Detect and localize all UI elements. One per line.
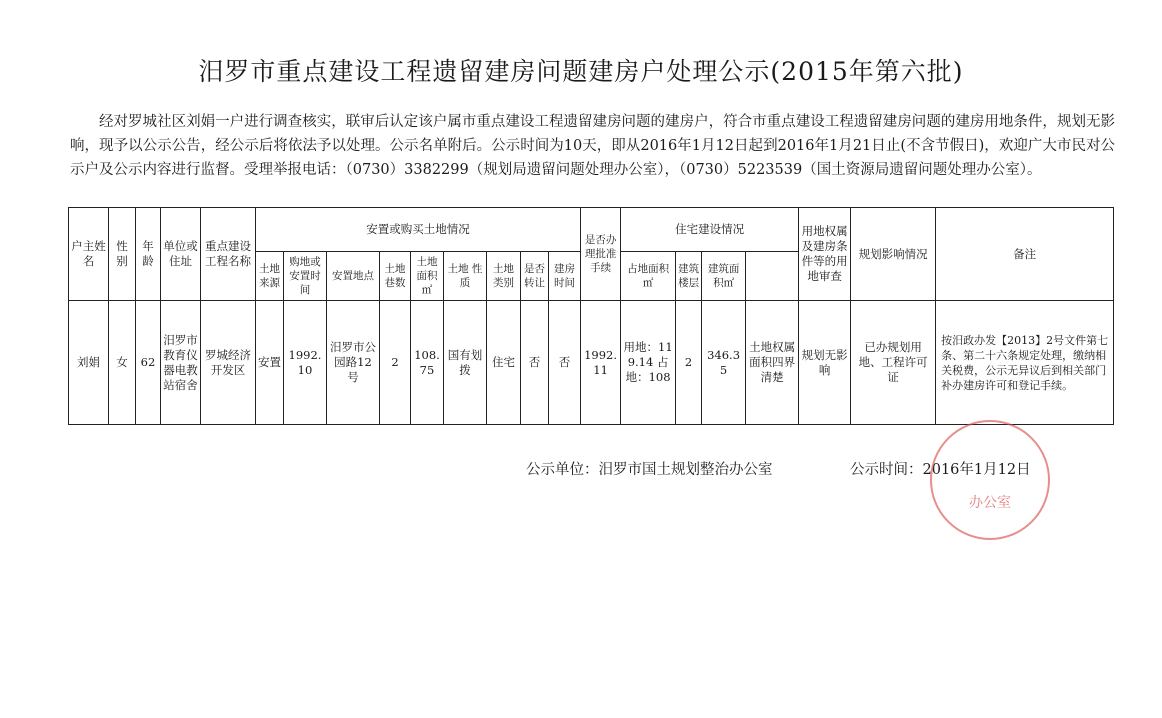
cell-joint-opinion: 按汨政办发【2013】2号文件第七条、第二十六条规定处理，缴纳相关税费，公示无异议后到相关部门补办建房许可和登记手续。: [936, 301, 1114, 425]
seal-text: 办公室: [969, 495, 1011, 511]
header-transfer: 是否转让: [521, 252, 549, 301]
cell-purchase-time: 1992.10: [284, 301, 327, 425]
header-location: 安置地点: [327, 252, 380, 301]
official-seal: [930, 420, 1050, 540]
header-land-area: 土地面积㎡: [411, 252, 444, 301]
disposal-table: [68, 207, 1114, 425]
header-land-lanes: 土地巷数: [380, 252, 411, 301]
publishing-time: 公示时间：2016年1月12日: [850, 462, 1031, 478]
publishing-unit: 公示单位：汨罗市国土规划整治办公室: [526, 462, 773, 478]
cell-approved: 否: [549, 301, 581, 425]
header-project-name: 重点建设工程名称: [201, 208, 256, 301]
header-remarks: 备注: [936, 208, 1114, 301]
cell-floors: 2: [676, 301, 702, 425]
header-housing-group: 住宅建设情况: [621, 208, 799, 252]
header-age: 年龄: [136, 208, 161, 301]
cell-planning-impact: 规划无影响: [799, 301, 851, 425]
cell-build-time: 1992.11: [581, 301, 621, 425]
intro-paragraph: 经对罗城社区刘娟一户进行调查核实，联审后认定该户属市重点建设工程遗留建房问题的建房户，符合市重点建设工程遗留建房问题的建房用地条件，规划无影响，现予以公示公告，经公示后将依法予以处理。公示名单附后。公示时间为10天，即从2016年1月12日起到2016年1月21日止(不含节假日)，欢迎广大市民对公示户及公示内容进行监督。受理举报电话：（0730）3382299（规划局遗留问题处理办公室），（0730）5223539（国土资源局遗留问题处理办公室）。: [70, 114, 1115, 178]
cell-land-rights-review: 土地权属面积四界清楚: [746, 301, 799, 425]
header-floors: 建筑楼层: [676, 252, 702, 301]
header-build-time: 建房时间: [549, 252, 581, 301]
header-land-source: 土地来源: [256, 252, 284, 301]
header-approved: 是否办理批准手续: [581, 208, 621, 301]
cell-project-name: 罗城经济开发区: [201, 301, 256, 425]
header-purchase-time: 购地或安置时间: [284, 252, 327, 301]
cell-land-nature: 国有划拨: [444, 301, 487, 425]
header-unit-address: 单位或住址: [161, 208, 201, 301]
cell-land-source: 安置: [256, 301, 284, 425]
seal-ring: [930, 420, 1050, 540]
page-title: 汨罗市重点建设工程遗留建房问题建房户处理公示(2015年第六批): [198, 57, 964, 86]
header-planning-impact: 规划影响情况: [851, 208, 936, 301]
cell-land-lanes: 2: [380, 301, 411, 425]
cell-location: 汨罗市公园路12号: [327, 301, 380, 425]
header-gender: 性别: [109, 208, 136, 301]
cell-age: 62: [136, 301, 161, 425]
cell-owner-name: 刘娟: [69, 301, 109, 425]
cell-land-area: 108.75: [411, 301, 444, 425]
cell-remarks: 已办规划用地、工程许可证: [851, 301, 936, 425]
header-land-nature: 土地 性质: [444, 252, 487, 301]
header-land-rights-review: 用地权属及建房条件等的用地审查: [799, 208, 851, 301]
header-land-group: 安置或购买土地情况: [256, 208, 581, 252]
cell-building-area: 346.35: [702, 301, 746, 425]
cell-occupied-area: 用地：119.14 占地：108: [621, 301, 676, 425]
cell-unit-address: 汨罗市教育仪器电教站宿舍: [161, 301, 201, 425]
cell-transfer: 否: [521, 301, 549, 425]
table-row: [69, 301, 1114, 425]
header-land-category: 土地类别: [487, 252, 521, 301]
header-occupied-area: 占地面积㎡: [621, 252, 676, 301]
cell-gender: 女: [109, 301, 136, 425]
header-building-area: 建筑面积㎡: [702, 252, 746, 301]
header-owner-name: 户主姓名: [69, 208, 109, 301]
cell-land-category: 住宅: [487, 301, 521, 425]
